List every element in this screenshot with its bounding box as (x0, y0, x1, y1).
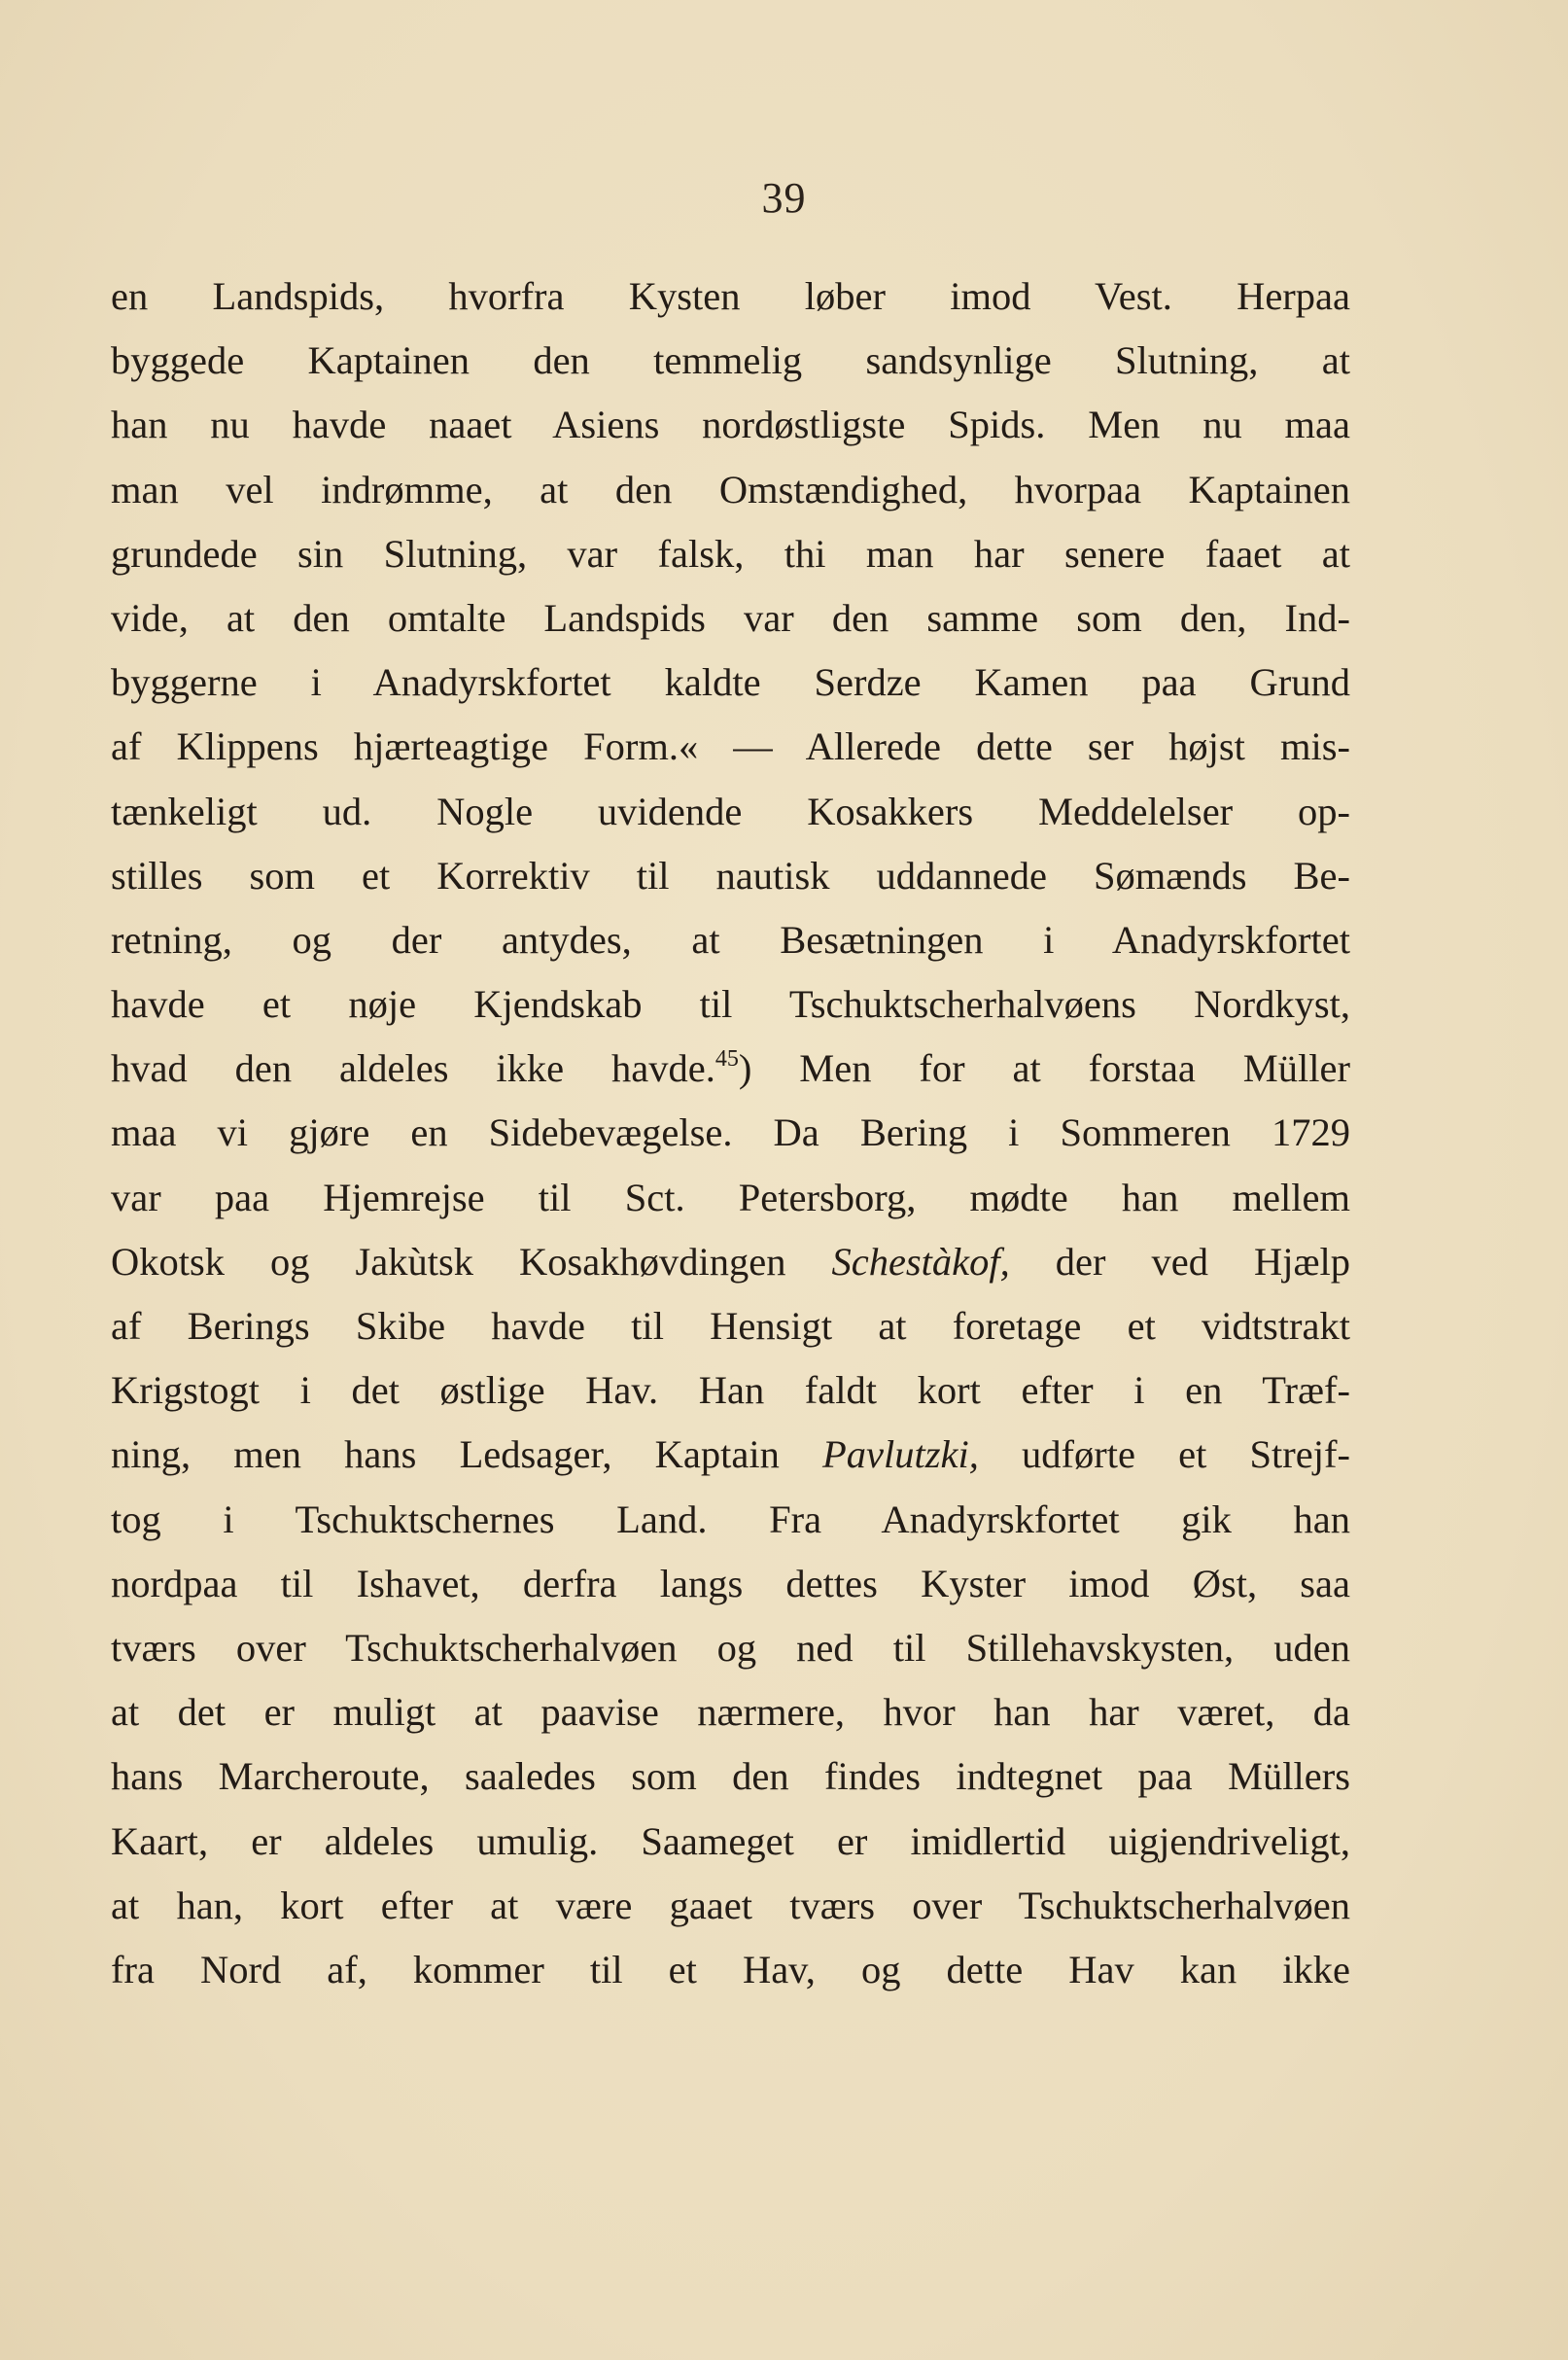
text-segment: var paa Hjemrejse til Sct. Petersborg, mødte han mellem (111, 1175, 1350, 1219)
text-line (111, 522, 1350, 586)
text-segment: han nu havde naaet Asiens nordøstligste Spids. Men nu maa (111, 403, 1350, 447)
text-line (111, 1294, 1350, 1358)
text-line (111, 780, 1350, 844)
italic-name: Schestàkof, (831, 1239, 1010, 1284)
text-segment: tog i Tschuktschernes Land. Fra Anadyrskfortet gik han (111, 1497, 1350, 1541)
text-segment: man vel indrømme, at den Omstændighed, hvorpaa Kaptainen (111, 467, 1350, 511)
text-segment: maa vi gjøre en Sidebevægelse. Da Bering i Sommeren 1729 (111, 1110, 1350, 1155)
text-segment: stilles som et Korrektiv til nautisk uddannede Sømænds Be- (111, 853, 1350, 898)
text-segment: havde et nøje Kjendskab til Tschuktscherhalvøens Nordkyst, (111, 982, 1350, 1027)
text-segment: der ved Hjælp (1009, 1239, 1350, 1284)
text-segment: at han, kort efter at være gaaet tværs over Tschuktscherhalvøen (111, 1883, 1350, 1927)
text-line (111, 1552, 1350, 1616)
text-line (111, 1358, 1350, 1423)
text-segment: tænkeligt ud. Nogle uvidende Kosakkers Meddelelser op- (111, 789, 1350, 833)
text-line (111, 586, 1350, 651)
text-segment: nordpaa til Ishavet, derfra langs dettes Kyster imod Øst, saa (111, 1561, 1350, 1605)
text-line (111, 1488, 1350, 1552)
text-segment: Okotsk og Jakùtsk Kosakhøvdingen (111, 1239, 832, 1284)
body-text (111, 264, 1350, 2002)
text-line (111, 844, 1350, 908)
text-segment: udførte et Strejf- (978, 1432, 1350, 1477)
text-segment: en Landspids, hvorfra Kysten løber imod Vest. Herpaa (111, 274, 1350, 318)
text-line (111, 651, 1350, 715)
text-line (111, 972, 1350, 1037)
text-line (111, 1037, 1350, 1101)
text-segment: hans Marcheroute, saaledes som den findes indtegnet paa Müllers (111, 1754, 1350, 1799)
text-segment: retning, og der antydes, at Besætningen i Anadyrskfortet (111, 917, 1350, 962)
text-line (111, 1616, 1350, 1680)
text-line (111, 1101, 1350, 1165)
text-line (111, 1874, 1350, 1938)
text-line (111, 329, 1350, 393)
text-segment: hvad den aldeles ikke havde. (111, 1046, 715, 1091)
text-segment: af Berings Skibe havde til Hensigt at foretage et vidtstrakt (111, 1304, 1350, 1348)
text-line (111, 264, 1350, 329)
text-line (111, 1938, 1350, 2002)
text-line (111, 1744, 1350, 1809)
text-line (111, 1810, 1350, 1874)
text-line (111, 393, 1350, 457)
text-line (111, 1166, 1350, 1230)
text-line (111, 1423, 1350, 1487)
text-segment: vide, at den omtalte Landspids var den samme som den, Ind- (111, 595, 1350, 640)
text-line (111, 1230, 1350, 1294)
text-segment: at det er muligt at paavise nærmere, hvor han har været, da (111, 1690, 1350, 1735)
text-segment: af Klippens hjærteagtige Form.« — Allerede dette ser højst mis- (111, 724, 1350, 769)
text-segment: Kaart, er aldeles umulig. Saameget er imidlertid uigjendriveligt, (111, 1818, 1350, 1863)
text-segment: fra Nord af, kommer til et Hav, og dette Hav kan ikke (111, 1947, 1350, 1991)
italic-name: Pavlutzki, (822, 1432, 979, 1477)
page-number: 39 (761, 174, 807, 222)
footnote-marker: 45 (714, 1046, 739, 1073)
text-segment: tværs over Tschuktscherhalvøen og ned til Stillehavskysten, uden (111, 1625, 1350, 1670)
text-segment: Krigstogt i det østlige Hav. Han faldt kort efter i en Træf- (111, 1368, 1350, 1413)
text-segment: byggede Kaptainen den temmelig sandsynlige Slutning, at (111, 338, 1350, 383)
text-line (111, 908, 1350, 972)
text-line (111, 458, 1350, 522)
text-line (111, 715, 1350, 779)
text-segment: grundede sin Slutning, var falsk, thi man har senere faaet at (111, 531, 1350, 576)
text-line (111, 1680, 1350, 1744)
text-segment: ) Men for at forstaa Müller (738, 1046, 1351, 1091)
text-segment: ning, men hans Ledsager, Kaptain (111, 1432, 823, 1477)
text-segment: byggerne i Anadyrskfortet kaldte Serdze Kamen paa Grund (111, 660, 1350, 705)
